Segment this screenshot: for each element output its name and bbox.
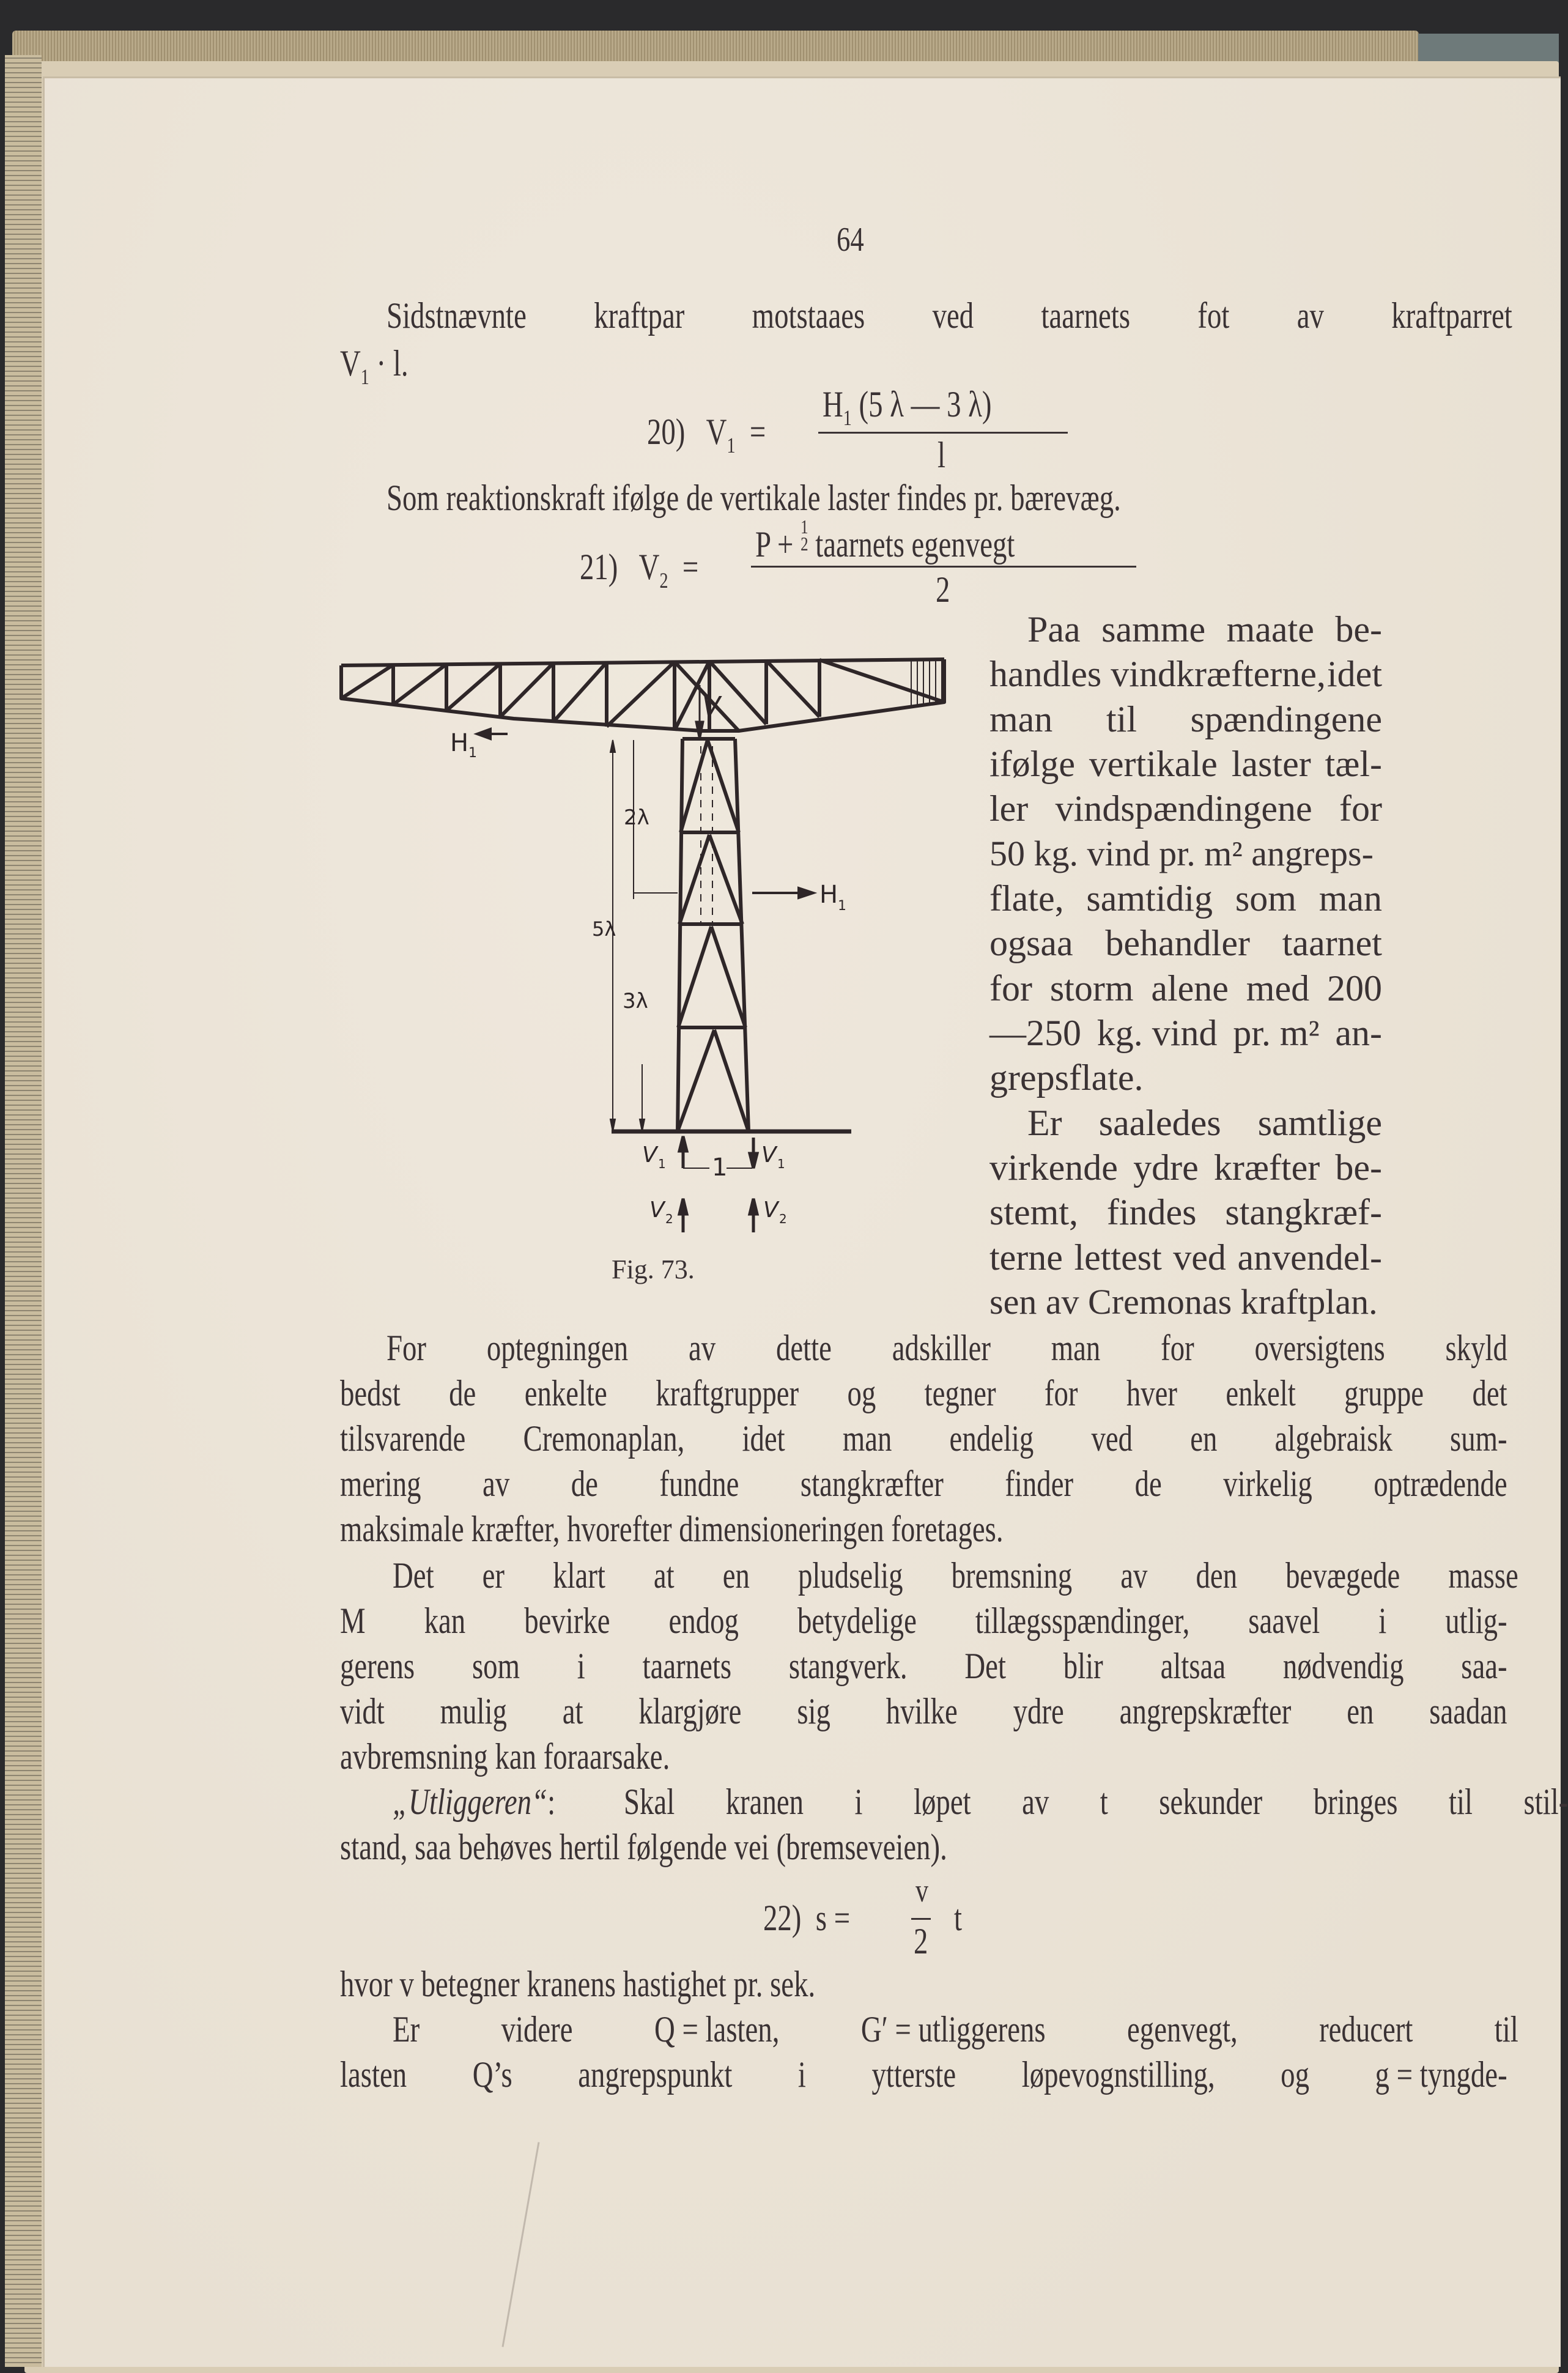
word: findes (1106, 1192, 1197, 1232)
word: egenvegt, (1127, 2009, 1238, 2049)
label-dim-2-lambda: 2λ (624, 805, 649, 830)
equation-20-numerator (823, 383, 992, 431)
word: det (1472, 1373, 1507, 1413)
word: angrepspunkt (578, 2054, 733, 2095)
paragraph-5-term (393, 1781, 555, 1823)
word: H (823, 384, 843, 424)
word: taarnet (1282, 923, 1382, 963)
right-column-line (989, 698, 1382, 741)
word: kranen (725, 1782, 804, 1822)
word: Det (393, 1555, 434, 1596)
word: an- (1335, 1013, 1382, 1053)
word: = (834, 1898, 851, 1938)
word: vidt (340, 1691, 385, 1731)
word: saaledes (1098, 1103, 1221, 1143)
word: fundne (659, 1464, 739, 1504)
word: endog (668, 1601, 739, 1641)
equation-22-denominator: 2 (914, 1921, 928, 1961)
word: 50 kg. vind pr. m² angreps- (989, 834, 1374, 873)
word: stangkræf- (1225, 1192, 1382, 1232)
right-column-line (989, 833, 1374, 874)
word: sig (797, 1691, 830, 1731)
word: be- (1335, 609, 1382, 650)
equation-21-fraction-bar (751, 566, 1136, 568)
word: bevirke (524, 1601, 610, 1641)
word: 22) (763, 1898, 802, 1938)
word: motstaaes (752, 295, 865, 336)
label-h1-right: H (819, 881, 838, 909)
right-column-line (989, 1012, 1382, 1054)
paragraph-6: hvor v betegner kranens hastighet pr. sek. (340, 1964, 816, 2004)
word: optegningen (486, 1328, 629, 1368)
word: be- (1335, 1147, 1382, 1188)
word: av (1296, 295, 1324, 336)
word: at (562, 1691, 583, 1731)
word: P + (755, 524, 801, 565)
word: enkelte (524, 1373, 607, 1413)
word: ved (1173, 1237, 1226, 1278)
word: og (1281, 2054, 1309, 2095)
word: betydelige (797, 1601, 917, 1641)
word: sekunder (1159, 1782, 1263, 1822)
word: oversigtens (1254, 1328, 1385, 1368)
paragraph-3-line-1 (386, 1327, 1507, 1369)
word: ved (1091, 1418, 1133, 1459)
word: for (1161, 1328, 1194, 1368)
word: taarnets egenvegt (808, 524, 1015, 565)
equation-22-factor: t (954, 1898, 963, 1938)
equation-20 (647, 411, 766, 458)
paragraph-3-line-4 (340, 1463, 1507, 1505)
word: gerens (340, 1646, 415, 1686)
equation-21 (580, 546, 698, 593)
equation-20-denominator: l (937, 435, 946, 475)
word: kraftparret (1391, 295, 1512, 336)
word: tilsvarende (340, 1418, 466, 1459)
word: videre (501, 2009, 573, 2049)
word: lasten (340, 2054, 407, 2095)
word: bedst (340, 1373, 401, 1413)
word: For (386, 1328, 427, 1368)
word: (5 λ — 3 λ) (851, 384, 992, 424)
right-column-line (1027, 1102, 1382, 1144)
word: algebraisk (1274, 1418, 1392, 1459)
word: mulig (440, 1691, 507, 1731)
word: s (815, 1898, 827, 1938)
word: for (1339, 788, 1382, 829)
word: anvendel- (1237, 1237, 1382, 1278)
word: gruppe (1344, 1373, 1424, 1413)
label-dim-3-lambda: 3λ (623, 989, 648, 1013)
right-column-line (989, 968, 1382, 1010)
word: enkelt (1226, 1373, 1296, 1413)
word: av (689, 1328, 716, 1368)
word: pr. m² (1233, 1013, 1320, 1053)
word: lettest (1074, 1237, 1162, 1278)
page-number: 64 (837, 221, 864, 259)
word: Er (1027, 1103, 1062, 1143)
word: ifølge (989, 744, 1075, 784)
word: klargjøre (638, 1691, 742, 1731)
word: mering (340, 1464, 421, 1504)
equation-number: 21) (580, 547, 618, 587)
word: masse (1448, 1555, 1518, 1596)
word: : (547, 1782, 556, 1822)
word: saavel (1248, 1601, 1320, 1641)
word: = (682, 547, 699, 587)
word: Sidstnævnte (386, 295, 527, 336)
right-column-line (1027, 609, 1382, 651)
label-h1-top: H (450, 729, 469, 757)
equation-20-fraction-bar (818, 432, 1068, 434)
word: nødvendig (1282, 1646, 1404, 1686)
word: hvilke (886, 1691, 958, 1731)
word: de (571, 1464, 598, 1504)
word: i (854, 1782, 863, 1822)
word: finder (1005, 1464, 1074, 1504)
word: er (482, 1555, 505, 1596)
word: man (1318, 878, 1382, 919)
paragraph-4-line-3 (340, 1645, 1507, 1687)
right-column-line (989, 1147, 1382, 1189)
word: ydre (1133, 1147, 1199, 1188)
word: tæl- (1325, 744, 1382, 784)
word: laster (1231, 744, 1311, 784)
word: idet (1327, 654, 1382, 694)
word: stil- (1523, 1782, 1568, 1822)
label-v1-left: V (642, 1142, 657, 1168)
word: 200 (1326, 968, 1382, 1009)
word: av (1022, 1782, 1049, 1822)
word: 1 (360, 365, 369, 389)
paragraph-4-line-5: avbremsning kan foraarsake. (340, 1736, 670, 1777)
word: V (638, 547, 660, 587)
equation-22 (763, 1897, 850, 1939)
paragraph-7-line-2 (340, 2054, 1507, 2096)
equation-22-fraction-bar (911, 1918, 931, 1920)
word: som (1235, 878, 1296, 919)
word: fot (1197, 295, 1230, 336)
label-v1-right-sub: 1 (777, 1157, 785, 1171)
paragraph-4-line-2 (340, 1600, 1507, 1642)
equation-21-denominator: 2 (936, 569, 950, 610)
word: av (483, 1464, 510, 1504)
word: bevægede (1285, 1555, 1400, 1596)
paragraph-3-line-2 (340, 1372, 1507, 1415)
word: virkende (989, 1147, 1118, 1188)
right-column-line (989, 878, 1382, 920)
right-column-line (989, 653, 1382, 695)
word: flate, (989, 878, 1064, 919)
word: M (340, 1601, 366, 1641)
word: sen av Cremonas kraftplan. (989, 1282, 1378, 1322)
label-v1-right: V (761, 1142, 777, 1168)
word: samtlige (1257, 1103, 1382, 1143)
word: i (797, 2054, 806, 2095)
word: at (653, 1555, 675, 1596)
word: Paa (1027, 609, 1081, 650)
word: Skal (624, 1782, 675, 1822)
label-load-v: V (702, 691, 721, 722)
word: til (1449, 1782, 1473, 1822)
word: man (1051, 1328, 1101, 1368)
word: blir (1063, 1646, 1103, 1686)
word: utlig- (1445, 1601, 1507, 1641)
word: pludselig (797, 1555, 903, 1596)
word: som (472, 1646, 520, 1686)
equation-number: 20) (647, 412, 686, 452)
word: taarnets (1041, 295, 1131, 336)
word: samme (1101, 609, 1206, 650)
word: kraftpar (594, 295, 685, 336)
word: med (1246, 968, 1310, 1009)
word: hver (1126, 1373, 1178, 1413)
word: 2 (659, 568, 668, 593)
one-half (801, 516, 808, 555)
word: av (1120, 1555, 1148, 1596)
word: en (722, 1555, 750, 1596)
right-column-line (989, 1191, 1382, 1234)
word: · l. (369, 343, 409, 383)
word: V (706, 412, 727, 452)
word: man (989, 699, 1053, 739)
crane-truss-diagram (330, 648, 966, 1309)
word: ytterste (871, 2054, 956, 2095)
tower-right-leg (735, 739, 749, 1131)
label-dim-5-lambda: 5λ (592, 917, 616, 941)
right-column-line (989, 788, 1382, 830)
word: skyld (1445, 1328, 1507, 1368)
word: angrepskræfter (1119, 1691, 1292, 1731)
label-base-width: 1 (712, 1153, 728, 1182)
word: kan (424, 1601, 466, 1641)
word: ogsaa (989, 923, 1073, 963)
word: i (1378, 1601, 1387, 1641)
word: maate (1226, 609, 1314, 650)
word: g = tyngde- (1375, 2054, 1507, 2095)
word: endelig (949, 1418, 1034, 1459)
word: storm (1049, 968, 1134, 1009)
word: taarnets (642, 1646, 732, 1686)
word: sum- (1450, 1418, 1507, 1459)
word: idet (742, 1418, 785, 1459)
word: bringes (1313, 1782, 1398, 1822)
right-column-line (989, 1281, 1378, 1322)
word: den (1196, 1555, 1238, 1596)
label-v1-left-sub: 1 (658, 1157, 666, 1171)
word: 2 (801, 533, 808, 555)
label-h1-top-sub: 1 (468, 746, 477, 761)
word: adskiller (892, 1328, 991, 1368)
tower-left-leg (678, 739, 682, 1131)
word: 1 (843, 405, 852, 430)
word: behandler (1105, 923, 1250, 963)
label-v2-left: V (649, 1198, 665, 1223)
word: reducert (1319, 2009, 1413, 2049)
label-v2-right-sub: 2 (779, 1212, 787, 1226)
word: stemt, (989, 1192, 1078, 1232)
word: vindspændingene (1055, 788, 1312, 829)
word: stangkræfter (800, 1464, 944, 1504)
paragraph-3-line-5: maksimale kræfter, hvorefter dimensioneringen foretages. (340, 1509, 1004, 1549)
word: løpet (914, 1782, 971, 1822)
right-column-line (989, 1057, 1144, 1099)
word: grepsflate. (989, 1057, 1144, 1098)
word: optrædende (1374, 1464, 1507, 1504)
word: til (1494, 2009, 1518, 2049)
figure-caption: Fig. 73. (612, 1254, 695, 1284)
word: bremsning (951, 1555, 1073, 1596)
right-column-line (989, 922, 1382, 964)
word: saadan (1429, 1691, 1507, 1731)
equation-22-numerator: v (915, 1872, 929, 1909)
word: Cremonaplan, (523, 1418, 685, 1459)
word: saa- (1461, 1646, 1507, 1686)
word: Q’s (472, 2054, 512, 2095)
word: Det (964, 1646, 1006, 1686)
word: handles vindkræfterne, (989, 654, 1326, 694)
word: en (1190, 1418, 1218, 1459)
word: de (449, 1373, 476, 1413)
equation-21-numerator (755, 518, 1015, 566)
word: for (989, 968, 1032, 1009)
label-v2-left-sub: 2 (665, 1212, 673, 1226)
right-column-line (989, 1237, 1382, 1279)
word: kræfter (1213, 1147, 1320, 1188)
jib-top-chord (341, 659, 944, 665)
word: i (577, 1646, 585, 1686)
word: 1 (727, 433, 736, 457)
word: altsaa (1160, 1646, 1226, 1686)
paragraph-5-line-2: stand, saa behøves hertil følgende vei (bremseveien). (340, 1827, 947, 1867)
word: stangverk. (788, 1646, 908, 1686)
word: G′ = utliggerens (860, 2009, 1046, 2049)
word: kraftgrupper (656, 1373, 799, 1413)
paragraph-2: Som reaktionskraft ifølge de vertikale laster findes pr. bærevæg. (386, 478, 1121, 518)
paragraph-5-line-1 (624, 1781, 1568, 1823)
word: Q = lasten, (654, 2009, 780, 2049)
paragraph-4-line-4 (340, 1690, 1507, 1733)
word: dette (776, 1328, 832, 1368)
word: V (340, 343, 361, 383)
word: t (1100, 1782, 1108, 1822)
word: spændingene (1190, 699, 1382, 739)
word: en (1347, 1691, 1374, 1731)
word: —250 (989, 1013, 1081, 1053)
paragraph-1-line-1 (386, 295, 1512, 337)
word: de (1134, 1464, 1162, 1504)
word: tegner (924, 1373, 996, 1413)
word: og (847, 1373, 876, 1413)
word: alene (1151, 968, 1229, 1009)
book-spine-edge (5, 55, 42, 2367)
word: ved (932, 295, 974, 336)
word: 1 (801, 516, 808, 538)
paragraph-4-line-1 (393, 1555, 1518, 1597)
word: = (749, 412, 766, 452)
word: kg. vind (1096, 1013, 1218, 1053)
word: samtidig (1086, 878, 1213, 919)
label-v2-right: V (763, 1198, 778, 1223)
word: vertikale (1089, 744, 1218, 784)
paragraph-1-line-2 (340, 342, 409, 390)
label-h1-right-sub: 1 (838, 898, 846, 914)
paragraph-7-line-1 (393, 2008, 1518, 2051)
word: terne (989, 1237, 1063, 1278)
word: tillægsspændinger, (975, 1601, 1190, 1641)
word: ler (989, 788, 1029, 829)
word: Er (393, 2009, 420, 2049)
paragraph-3-line-3 (340, 1418, 1507, 1460)
right-column-line (989, 743, 1382, 785)
word: løpevognstilling, (1021, 2054, 1215, 2095)
word: man (842, 1418, 892, 1459)
word: ydre (1013, 1691, 1064, 1731)
word: til (1106, 699, 1137, 739)
word: for (1044, 1373, 1078, 1413)
word: klart (553, 1555, 605, 1596)
italic-term: „Utliggeren“ (393, 1782, 548, 1822)
word: virkelig (1223, 1464, 1312, 1504)
